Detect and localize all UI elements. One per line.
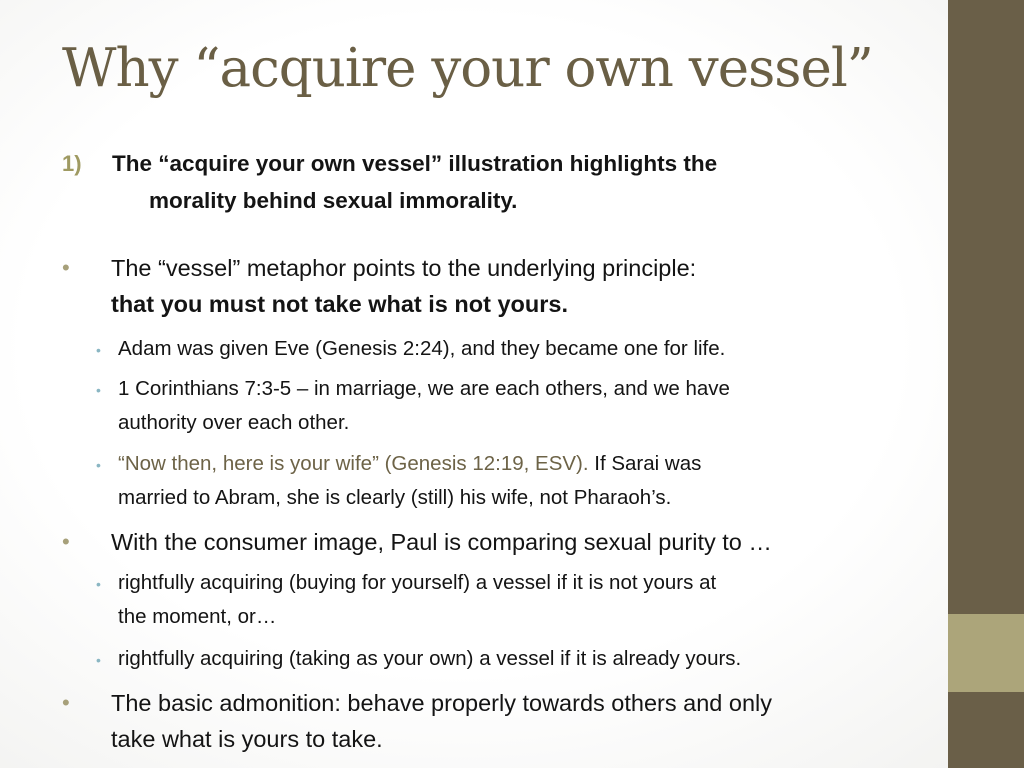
sub-bullet-marker: • bbox=[96, 382, 101, 398]
sub-bullet-line-2: married to Abram, she is clearly (still) his wife, not Pharaoh’s. bbox=[118, 486, 672, 509]
bullet-line-1: The basic admonition: behave properly towards others and only bbox=[111, 690, 772, 716]
sub-bullet-line-1: rightfully acquiring (buying for yourself) a vessel if it is not yours at bbox=[118, 571, 717, 594]
bullet-line-2: take what is yours to take. bbox=[111, 726, 383, 752]
sub-bullet-marker: • bbox=[96, 576, 101, 592]
sub-bullet-line-1: Adam was given Eve (Genesis 2:24), and they became one for life. bbox=[118, 337, 726, 360]
bullet-marker: • bbox=[62, 255, 70, 280]
sub-bullet-line-1: 1 Corinthians 7:3-5 – in marriage, we are each others, and we have bbox=[118, 377, 730, 400]
decorative-sidebar bbox=[948, 0, 1024, 768]
point-line-1: The “acquire your own vessel” illustration highlights the bbox=[112, 151, 718, 176]
sidebar-accent-band bbox=[948, 614, 1024, 692]
sub-bullet-marker: • bbox=[96, 652, 101, 668]
quote-continuation: If Sarai was bbox=[588, 452, 702, 475]
bullet-line-1: The “vessel” metaphor points to the underlying principle: bbox=[111, 255, 697, 281]
sub-bullet-line-1 bbox=[118, 447, 701, 481]
bullet-line-1: With the consumer image, Paul is comparing sexual purity to … bbox=[111, 529, 772, 555]
bullet-marker: • bbox=[62, 690, 70, 715]
scripture-quote: “Now then, here is your wife” (Genesis 12:19, ESV). bbox=[118, 452, 589, 475]
bullet-line-2-bold: that you must not take what is not yours. bbox=[111, 291, 568, 317]
sub-bullet-line-2: the moment, or… bbox=[118, 605, 277, 628]
point-line-2: morality behind sexual immorality. bbox=[149, 188, 518, 213]
number-marker: 1) bbox=[62, 151, 82, 176]
sub-bullet-line-1: rightfully acquiring (taking as your own) a vessel if it is already yours. bbox=[118, 647, 742, 670]
sub-bullet-marker: • bbox=[96, 342, 101, 358]
bullet-marker: • bbox=[62, 529, 70, 554]
sub-bullet-line-2: authority over each other. bbox=[118, 411, 350, 434]
slide-title: Why “acquire your own vessel” bbox=[62, 38, 873, 99]
sub-bullet-marker: • bbox=[96, 457, 101, 473]
